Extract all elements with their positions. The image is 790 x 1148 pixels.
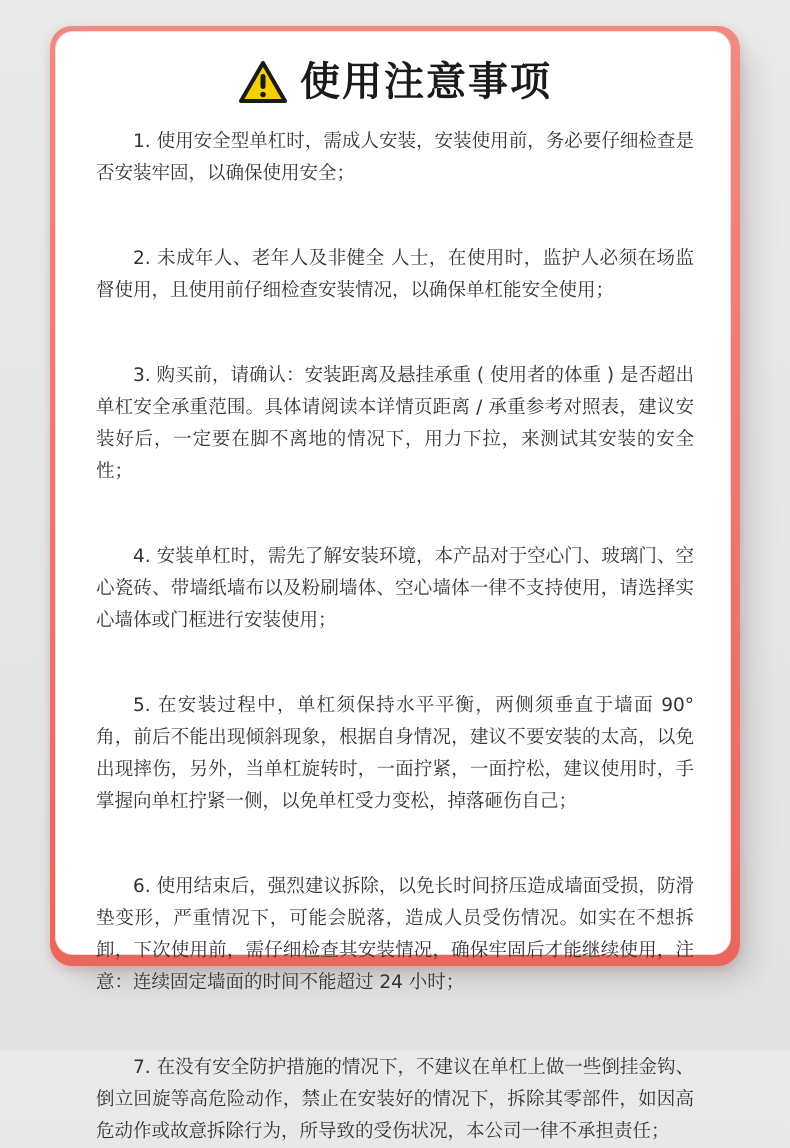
note-item: 5. 在安装过程中，单杠须保持水平平衡，两侧须垂直于墙面 90°角，前后不能出现倾斜现象，根据自身情况，建议不要安装的太高，以免出现摔伤，另外，当单杠旋转时，一面拧紧，一面拧松，建议使用时，手掌握向单杠拧紧一侧，以免单杠受力变松，掉落砸伤自己； [96, 695, 694, 812]
note-item: 4. 安装单杠时，需先了解安装环境，本产品对于空心门、玻璃门、空心瓷砖、带墙纸墙布以及粉刷墙体、空心墙体一律不支持使用，请选择实心墙体或门框进行安装使用； [96, 546, 694, 631]
notes-list [96, 126, 694, 1148]
note-item: 3. 购买前，请确认：安装距离及悬挂承重 ( 使用者的体重 ) 是否超出单杠安全承重范围。具体请阅读本详情页距离 / 承重参考对照表，建议安装好后，一定要在脚不离地的情况下，用力下拉，来测试其安装的安全性； [96, 365, 694, 482]
note-item: 2. 未成年人、老年人及非健全 人士，在使用时，监护人必须在场监督使用，且使用前仔细检查安装情况，以确保单杠能安全使用； [96, 248, 694, 301]
note-item: 6. 使用结束后，强烈建议拆除，以免长时间挤压造成墙面受损，防滑垫变形，严重情况下，可能会脱落，造成人员受伤情况。如实在不想拆卸，下次使用前，需仔细检查其安装情况，确保牢固后才能继续使用，注意：连续固定墙面的时间不能超过 24 小时； [96, 876, 694, 993]
note-item: 1. 使用安全型单杠时，需成人安装，安装使用前，务必要仔细检查是否安装牢固，以确保使用安全； [96, 131, 694, 184]
title-row [0, 52, 790, 112]
page-title: 使用注意事项 [300, 59, 552, 105]
note-item: 7. 在没有安全防护措施的情况下，不建议在单杠上做一些倒挂金钩、倒立回旋等高危险动作，禁止在安装好的情况下，拆除其零部件，如因高危动作或故意拆除行为，所导致的受伤状况，本公司一律不承担责任； [96, 1057, 694, 1142]
warning-triangle-icon [238, 60, 288, 104]
